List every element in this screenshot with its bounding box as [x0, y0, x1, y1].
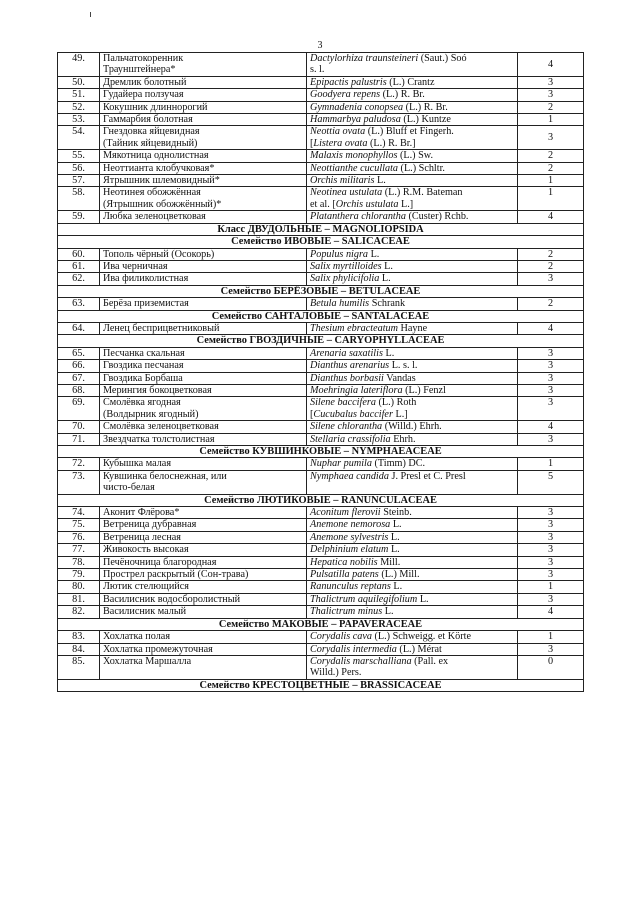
- russian-name: Гудайера ползучая: [100, 89, 307, 101]
- latin-name: [307, 248, 518, 260]
- latin-species: Delphinium elatum: [310, 544, 389, 556]
- row-number: 57.: [58, 175, 100, 187]
- latin-name: [307, 347, 518, 359]
- category-value: 3: [518, 556, 584, 568]
- latin-synonym: Listera ovata: [313, 137, 368, 149]
- table-row: [58, 569, 584, 581]
- latin-species: Anemone nemorosa: [310, 519, 391, 531]
- russian-name: Ветреница дубравная: [100, 519, 307, 531]
- russian-name: Лютик стелющийся: [100, 581, 307, 593]
- section-heading-row: [58, 335, 584, 347]
- category-value: 4: [518, 606, 584, 618]
- latin-species: Populus nigra: [310, 248, 369, 260]
- section-heading-row: [58, 618, 584, 630]
- russian-name: Василисник малый: [100, 606, 307, 618]
- russian-name: Хохлатка промежуточная: [100, 643, 307, 655]
- latin-name: [307, 556, 518, 568]
- latin-name: [307, 606, 518, 618]
- latin-species: Salix myrtilloides: [310, 260, 382, 272]
- table-row: [58, 606, 584, 618]
- russian-name: Пальчатокоренник Траунштейнера*: [100, 53, 307, 77]
- russian-name: Мерингия бокоцветковая: [100, 384, 307, 396]
- russian-name: Берёза приземистая: [100, 298, 307, 310]
- row-number: 49.: [58, 53, 100, 77]
- row-number: 63.: [58, 298, 100, 310]
- latin-species: Hepatica nobilis: [310, 556, 378, 568]
- category-value: 3: [518, 643, 584, 655]
- category-value: 3: [518, 126, 584, 150]
- table-row: [58, 248, 584, 260]
- latin-name: [307, 643, 518, 655]
- section-heading-row: [58, 236, 584, 248]
- latin-author: (L.) Schltr.: [398, 162, 445, 174]
- latin-name: [307, 507, 518, 519]
- row-number: 58.: [58, 187, 100, 211]
- latin-author: L.: [390, 519, 402, 531]
- table-row: [58, 631, 584, 643]
- species-table: [57, 52, 584, 692]
- category-value: 3: [518, 433, 584, 445]
- latin-name: [307, 298, 518, 310]
- latin-name: [307, 322, 518, 334]
- latin-name: [307, 360, 518, 372]
- russian-name: Гнездовка яйцевидная (Тайник яйцевидный): [100, 126, 307, 150]
- category-value: 3: [518, 76, 584, 88]
- russian-name: Смолёвка ягодная (Волдырник ягодный): [100, 397, 307, 421]
- section-heading: Семейство КРЕСТОЦВЕТНЫЕ – BRASSICACEAE: [58, 679, 584, 691]
- row-number: 64.: [58, 322, 100, 334]
- row-number: 69.: [58, 397, 100, 421]
- category-value: 1: [518, 458, 584, 470]
- row-number: 85.: [58, 655, 100, 679]
- row-number: 54.: [58, 126, 100, 150]
- category-value: 4: [518, 53, 584, 77]
- category-value: 3: [518, 531, 584, 543]
- section-heading: Класс ДВУДОЛЬНЫЕ – MAGNOLIOPSIDA: [58, 223, 584, 235]
- latin-author: Mill.: [377, 556, 401, 568]
- section-heading: Семейство САНТАЛОВЫЕ – SANTALACEAE: [58, 310, 584, 322]
- row-number: 51.: [58, 89, 100, 101]
- category-value: 5: [518, 470, 584, 494]
- latin-species: Neottia ovata: [310, 126, 366, 138]
- latin-name: [307, 433, 518, 445]
- russian-name: Тополь чёрный (Осокорь): [100, 248, 307, 260]
- category-value: 3: [518, 273, 584, 285]
- russian-name: Песчанка скальная: [100, 347, 307, 359]
- latin-author: (Timm) DC.: [371, 458, 426, 470]
- scan-mark: [90, 12, 91, 17]
- latin-name: [307, 126, 518, 150]
- latin-name: [307, 162, 518, 174]
- latin-species: Ranunculus reptans: [310, 581, 391, 593]
- category-value: 3: [518, 360, 584, 372]
- latin-species: Thesium ebracteatum: [310, 322, 398, 334]
- latin-author: (L.) Mérat: [396, 643, 442, 655]
- latin-author: (L.) R.M. Bateman: [382, 187, 463, 199]
- russian-name: Печёночница благородная: [100, 556, 307, 568]
- russian-name: Прострел раскрытый (Сон-трава): [100, 569, 307, 581]
- latin-author: (L.) Crantz: [386, 76, 435, 88]
- latin-species: Dactylorhiza traunsteineri: [310, 53, 419, 64]
- row-number: 76.: [58, 531, 100, 543]
- latin-name: [307, 101, 518, 113]
- latin-synonym: Cucubalus baccifer: [313, 408, 393, 420]
- latin-author: Ehrh.: [390, 433, 416, 445]
- latin-author: J. Presl et C. Presl: [388, 470, 466, 482]
- russian-name: Звездчатка толстолистная: [100, 433, 307, 445]
- latin-author: (Custer) Rchb.: [405, 211, 469, 223]
- row-number: 71.: [58, 433, 100, 445]
- table-row: [58, 175, 584, 187]
- latin-name: [307, 114, 518, 126]
- russian-name: Ветреница лесная: [100, 531, 307, 543]
- category-value: 3: [518, 593, 584, 605]
- category-value: 1: [518, 631, 584, 643]
- latin-author: (Willd.) Ehrh.: [382, 421, 442, 433]
- row-number: 60.: [58, 248, 100, 260]
- latin-species: Betula humilis: [310, 298, 370, 310]
- table-row: [58, 360, 584, 372]
- latin-synonym: Orchis ustulata: [335, 198, 399, 210]
- row-number: 62.: [58, 273, 100, 285]
- category-value: 3: [518, 507, 584, 519]
- latin-species: Neotinea ustulata: [310, 187, 383, 199]
- latin-species: Nymphaea candida: [310, 470, 389, 482]
- latin-species: Malaxis monophyllos: [310, 150, 398, 162]
- table-row: [58, 384, 584, 396]
- category-value: 4: [518, 421, 584, 433]
- row-number: 82.: [58, 606, 100, 618]
- category-value: 3: [518, 372, 584, 384]
- table-row: [58, 89, 584, 101]
- russian-name: Кокушник длиннорогий: [100, 101, 307, 113]
- latin-author: L.: [382, 606, 394, 618]
- latin-author: (L.) Schweigg. et Körte: [371, 631, 471, 643]
- latin-species: Anemone sylvestris: [310, 531, 389, 543]
- russian-name: Ятрышник шлемовидный*: [100, 175, 307, 187]
- latin-author: L.: [390, 581, 403, 593]
- latin-species: Corydalis cava: [310, 631, 372, 643]
- latin-name: [307, 260, 518, 272]
- latin-name: [307, 397, 518, 421]
- table-row: [58, 421, 584, 433]
- row-number: 78.: [58, 556, 100, 568]
- category-value: 3: [518, 89, 584, 101]
- latin-name: [307, 470, 518, 494]
- latin-name: [307, 569, 518, 581]
- category-value: 1: [518, 581, 584, 593]
- row-number: 79.: [58, 569, 100, 581]
- latin-author: Vandas: [383, 372, 416, 384]
- latin-name: [307, 421, 518, 433]
- latin-author: [: [310, 408, 314, 420]
- latin-name: [307, 384, 518, 396]
- table-row: [58, 273, 584, 285]
- section-heading: Семейство ЛЮТИКОВЫЕ – RANUNCULACEAE: [58, 494, 584, 506]
- latin-species: Hammarbya paludosa: [310, 114, 401, 126]
- row-number: 80.: [58, 581, 100, 593]
- russian-name: Ленец бесприцветниковый: [100, 322, 307, 334]
- latin-name: [307, 519, 518, 531]
- row-number: 84.: [58, 643, 100, 655]
- latin-author: (L.) Fenzl: [402, 384, 446, 396]
- latin-author: L.: [379, 273, 391, 285]
- russian-name: Хохлатка полая: [100, 631, 307, 643]
- latin-author: L.: [388, 531, 400, 543]
- latin-author: [: [310, 137, 314, 149]
- latin-species: Gymnadenia conopsea: [310, 101, 404, 113]
- table-row: [58, 581, 584, 593]
- table-row: [58, 347, 584, 359]
- table-row: [58, 114, 584, 126]
- table-row: [58, 593, 584, 605]
- russian-name: Кувшинка белоснежная, или чисто-белая: [100, 470, 307, 494]
- row-number: 74.: [58, 507, 100, 519]
- latin-name: [307, 53, 518, 77]
- latin-author: Willd.) Pers.: [310, 667, 362, 679]
- russian-name: Неотинея обожжённая (Ятрышник обожжённый)*: [100, 187, 307, 211]
- latin-author: (L.) Mill.: [378, 569, 420, 581]
- latin-author: L.: [382, 347, 395, 359]
- latin-name: [307, 544, 518, 556]
- section-heading: Семейство КУВШИНКОВЫЕ – NYMPHAEACEAE: [58, 446, 584, 458]
- category-value: 2: [518, 150, 584, 162]
- latin-name: [307, 187, 518, 211]
- latin-name: [307, 150, 518, 162]
- latin-species: Epipactis palustris: [310, 76, 387, 88]
- row-number: 81.: [58, 593, 100, 605]
- section-heading-row: [58, 310, 584, 322]
- latin-name: [307, 531, 518, 543]
- latin-name: [307, 211, 518, 223]
- row-number: 61.: [58, 260, 100, 272]
- row-number: 50.: [58, 76, 100, 88]
- row-number: 68.: [58, 384, 100, 396]
- table-row: [58, 433, 584, 445]
- latin-author: Hayne: [398, 322, 428, 334]
- row-number: 53.: [58, 114, 100, 126]
- latin-name: [307, 655, 518, 679]
- latin-author: s. l.: [310, 64, 325, 76]
- latin-author: (L.) Roth: [375, 397, 417, 409]
- table-row: [58, 556, 584, 568]
- table-row: [58, 372, 584, 384]
- latin-species: Pulsatilla patens: [310, 569, 379, 581]
- category-value: 1: [518, 187, 584, 211]
- latin-author: L. s. l.: [389, 360, 418, 372]
- table-row: [58, 655, 584, 679]
- latin-author: (L.) Sw.: [397, 150, 433, 162]
- table-row: [58, 187, 584, 211]
- latin-species: Platanthera chlorantha: [310, 211, 406, 223]
- russian-name: Гвоздика Борбаша: [100, 372, 307, 384]
- category-value: 2: [518, 101, 584, 113]
- latin-species: Stellaria crassifolia: [310, 433, 391, 445]
- species-table-body: [58, 53, 584, 692]
- table-row: [58, 470, 584, 494]
- category-value: 2: [518, 260, 584, 272]
- page-number: 3: [317, 40, 323, 51]
- latin-name: [307, 593, 518, 605]
- category-value: 1: [518, 175, 584, 187]
- russian-name: Хохлатка Маршалла: [100, 655, 307, 679]
- latin-author: L.: [374, 175, 386, 187]
- table-row: [58, 76, 584, 88]
- russian-name: Мякотница однолистная: [100, 150, 307, 162]
- latin-author: Steinb.: [380, 507, 412, 519]
- russian-name: Гаммарбия болотная: [100, 114, 307, 126]
- section-heading-row: [58, 494, 584, 506]
- russian-name: Ива черничная: [100, 260, 307, 272]
- russian-name: Живокость высокая: [100, 544, 307, 556]
- russian-name: Аконит Флёрова*: [100, 507, 307, 519]
- section-heading-row: [58, 223, 584, 235]
- latin-species: Dianthus arenarius: [310, 360, 390, 372]
- russian-name: Дремлик болотный: [100, 76, 307, 88]
- category-value: 3: [518, 569, 584, 581]
- russian-name: Гвоздика песчаная: [100, 360, 307, 372]
- latin-species: Orchis militaris: [310, 175, 375, 187]
- table-row: [58, 507, 584, 519]
- latin-species: Silene baccifera: [310, 397, 376, 409]
- latin-author: (L.) R. Br.: [403, 101, 448, 113]
- latin-author: (Pall. ex: [411, 655, 449, 667]
- category-value: 2: [518, 162, 584, 174]
- row-number: 70.: [58, 421, 100, 433]
- latin-author: L.]: [398, 198, 414, 210]
- latin-species: Silene chlorantha: [310, 421, 383, 433]
- row-number: 75.: [58, 519, 100, 531]
- latin-author: (L.) R. Br.: [380, 89, 425, 101]
- russian-name: Любка зеленоцветковая: [100, 211, 307, 223]
- latin-author: L.]: [392, 408, 408, 420]
- category-value: 2: [518, 298, 584, 310]
- latin-author: (L.) Bluff et Fingerh.: [365, 126, 454, 138]
- latin-species: Moehringia lateriflora: [310, 384, 403, 396]
- latin-name: [307, 458, 518, 470]
- russian-name: Неоттианта клобучковая*: [100, 162, 307, 174]
- category-value: 1: [518, 114, 584, 126]
- table-row: [58, 544, 584, 556]
- table-row: [58, 519, 584, 531]
- row-number: 72.: [58, 458, 100, 470]
- latin-name: [307, 631, 518, 643]
- russian-name: Кубышка малая: [100, 458, 307, 470]
- table-row: [58, 211, 584, 223]
- section-heading-row: [58, 446, 584, 458]
- latin-author: L.: [417, 593, 429, 605]
- latin-species: Thalictrum minus: [310, 606, 383, 618]
- category-value: 4: [518, 211, 584, 223]
- table-row: [58, 101, 584, 113]
- table-row: [58, 150, 584, 162]
- category-value: 3: [518, 347, 584, 359]
- category-value: 3: [518, 397, 584, 421]
- row-number: 65.: [58, 347, 100, 359]
- table-row: [58, 260, 584, 272]
- latin-author: et al. [: [310, 198, 336, 210]
- table-row: [58, 298, 584, 310]
- section-heading-row: [58, 285, 584, 297]
- row-number: 66.: [58, 360, 100, 372]
- latin-species: Neottianthe cucullata: [310, 162, 398, 174]
- category-value: 0: [518, 655, 584, 679]
- latin-species: Thalictrum aquilegifolium: [310, 593, 418, 605]
- row-number: 73.: [58, 470, 100, 494]
- category-value: 3: [518, 544, 584, 556]
- table-row: [58, 643, 584, 655]
- latin-author: L.: [368, 248, 380, 260]
- latin-species: Corydalis marschalliana: [310, 655, 412, 667]
- latin-species: Salix phylicifolia: [310, 273, 380, 285]
- latin-name: [307, 175, 518, 187]
- latin-name: [307, 273, 518, 285]
- russian-name: Ива филиколистная: [100, 273, 307, 285]
- table-row: [58, 531, 584, 543]
- latin-name: [307, 76, 518, 88]
- table-row: [58, 53, 584, 77]
- row-number: 67.: [58, 372, 100, 384]
- section-heading: Семейство ГВОЗДИЧНЫЕ – CARYOPHYLLACEAE: [58, 335, 584, 347]
- latin-name: [307, 581, 518, 593]
- latin-species: Nuphar pumila: [310, 458, 372, 470]
- row-number: 83.: [58, 631, 100, 643]
- section-heading: Семейство БЕРЁЗОВЫЕ – BETULACEAE: [58, 285, 584, 297]
- category-value: 4: [518, 322, 584, 334]
- latin-species: Goodyera repens: [310, 89, 381, 101]
- category-value: 2: [518, 248, 584, 260]
- latin-species: Aconitum flerovii: [310, 507, 381, 519]
- latin-author: (L.) Kuntze: [400, 114, 451, 126]
- russian-name: Василисник водосборолистный: [100, 593, 307, 605]
- row-number: 52.: [58, 101, 100, 113]
- latin-name: [307, 89, 518, 101]
- section-heading-row: [58, 679, 584, 691]
- category-value: 3: [518, 384, 584, 396]
- latin-species: Dianthus borbasii: [310, 372, 384, 384]
- table-row: [58, 458, 584, 470]
- row-number: 55.: [58, 150, 100, 162]
- table-row: [58, 162, 584, 174]
- category-value: 3: [518, 519, 584, 531]
- section-heading: Семейство МАКОВЫЕ – PAPAVERACEAE: [58, 618, 584, 630]
- latin-name: [307, 372, 518, 384]
- row-number: 77.: [58, 544, 100, 556]
- latin-author: Schrank: [369, 298, 406, 310]
- table-row: [58, 397, 584, 421]
- latin-author: (L.) R. Br.]: [367, 137, 416, 149]
- russian-name: Смолёвка зеленоцветковая: [100, 421, 307, 433]
- latin-species: Corydalis intermedia: [310, 643, 397, 655]
- latin-species: Arenaria saxatilis: [310, 347, 383, 359]
- latin-author: L.: [381, 260, 393, 272]
- latin-author: L.: [388, 544, 400, 556]
- row-number: 56.: [58, 162, 100, 174]
- table-row: [58, 322, 584, 334]
- table-row: [58, 126, 584, 150]
- row-number: 59.: [58, 211, 100, 223]
- latin-author: (Saut.) Soó: [418, 53, 467, 64]
- section-heading: Семейство ИВОВЫЕ – SALICACEAE: [58, 236, 584, 248]
